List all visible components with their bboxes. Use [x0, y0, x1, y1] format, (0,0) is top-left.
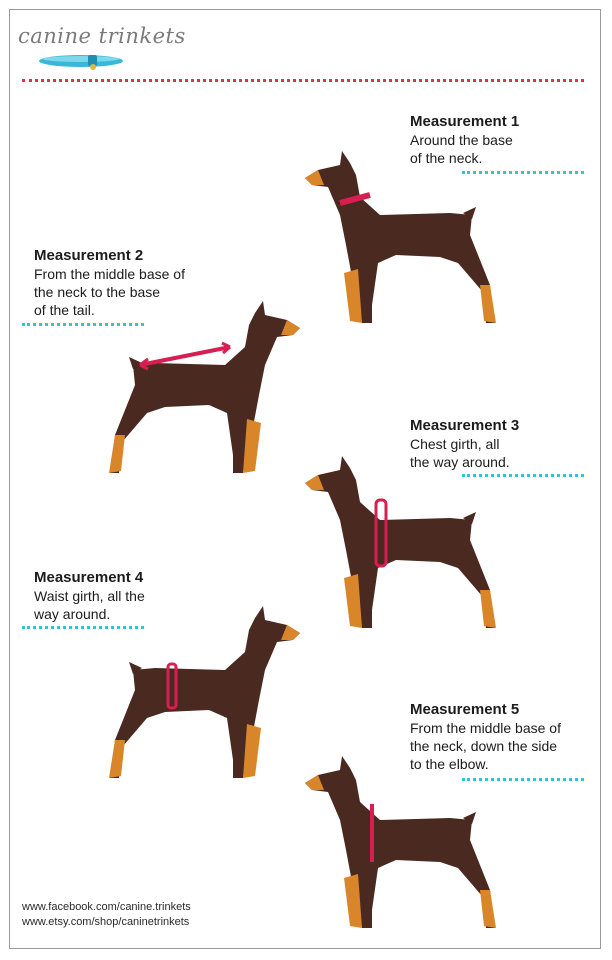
measurement-1-title: Measurement 1	[410, 113, 520, 130]
dog-illustration-2	[100, 295, 305, 480]
measurement-3-title: Measurement 3	[410, 417, 520, 434]
collar-icon	[38, 52, 124, 70]
dog-illustration-1	[300, 145, 505, 330]
measurement-5-line-3: to the elbow.	[410, 756, 489, 772]
measurement-2-line-3: of the tail.	[34, 302, 95, 318]
dog-illustration-5	[300, 750, 505, 935]
back-length-marker	[140, 347, 230, 365]
measurement-4-title: Measurement 4	[34, 569, 144, 586]
etsy-link[interactable]: www.etsy.com/shop/caninetrinkets	[22, 916, 190, 928]
measurement-5-line-2: the neck, down the side	[410, 738, 558, 754]
measurement-3-line-1: Chest girth, all	[410, 436, 500, 452]
top-divider	[22, 79, 584, 82]
footer-links	[22, 900, 191, 930]
facebook-link[interactable]: www.facebook.com/canine.trinkets	[22, 901, 191, 913]
measurement-2-title: Measurement 2	[34, 247, 144, 264]
measurement-4-line-1: Waist girth, all the	[34, 588, 145, 604]
measurement-5-title: Measurement 5	[410, 701, 520, 718]
measurement-3-line-2: the way around.	[410, 454, 510, 470]
brand-logo: canine trinkets	[18, 24, 186, 48]
measurement-5-line-1: From the middle base of	[410, 720, 561, 736]
doberman-facing-left-1	[305, 151, 496, 323]
dog-illustration-3	[300, 450, 505, 635]
measurement-4-line-2: way around.	[34, 606, 111, 622]
measurement-1-line-2: of the neck.	[410, 150, 483, 166]
measurement-2-line-2: the neck to the base	[34, 284, 161, 300]
dog-illustration-4	[100, 600, 305, 785]
measurement-2-line-1: From the middle base of	[34, 266, 185, 282]
measurement-1-line-1: Around the base	[410, 132, 513, 148]
